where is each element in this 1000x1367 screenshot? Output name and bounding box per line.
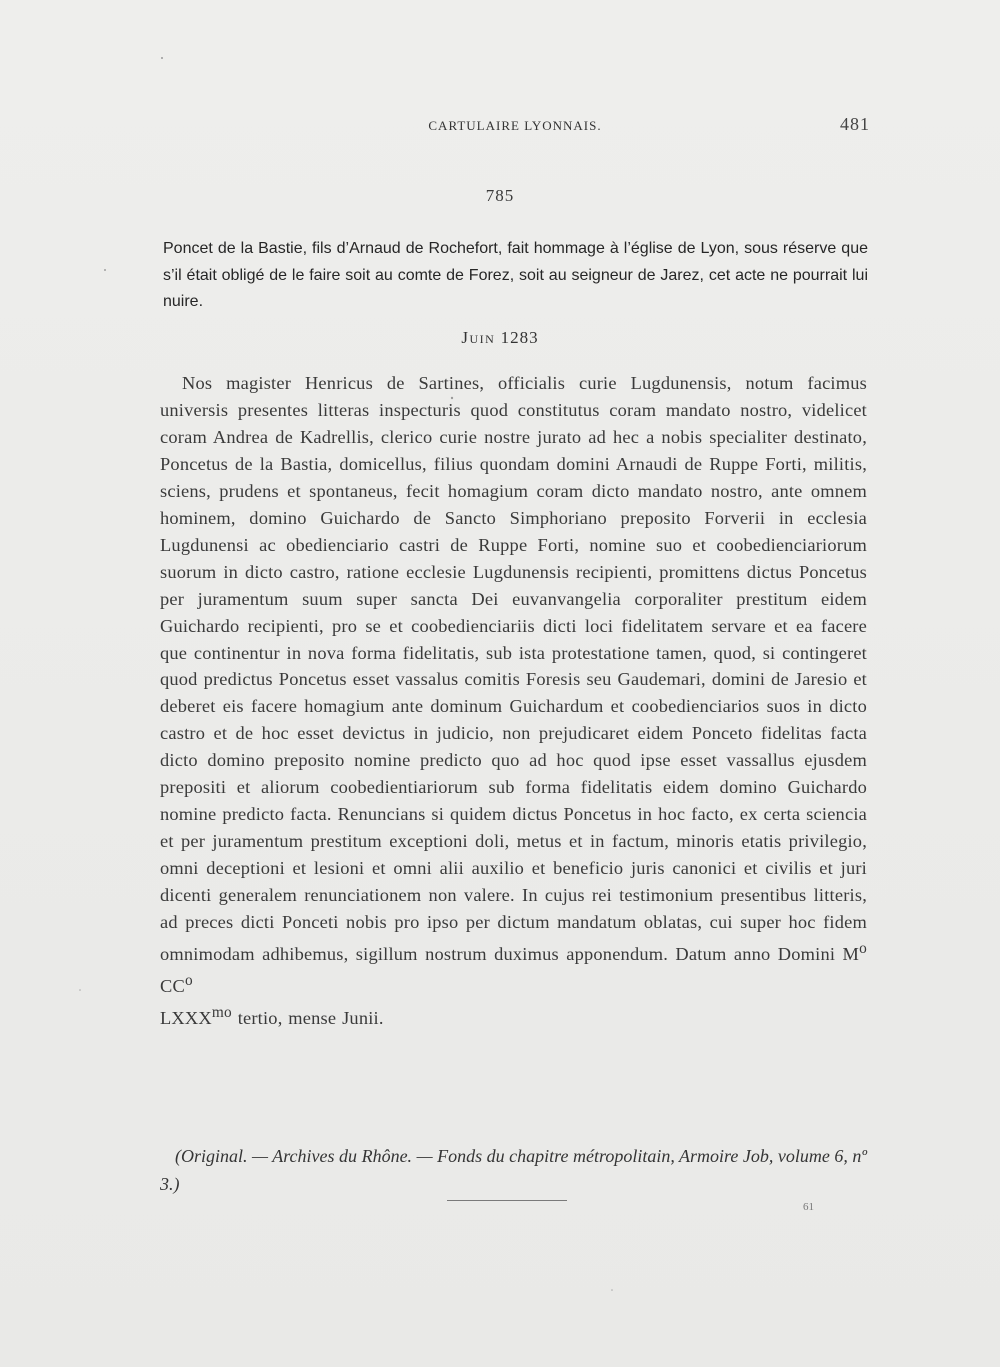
date-cc: CC <box>160 976 185 997</box>
source-note: (Original. — Archives du Rhône. — Fonds du chapitre métropolitain, Armoire Job, volume 6, nº 3.) <box>160 1146 867 1194</box>
charter-body: Nos magister Henricus de Sartines, officialis curie Lugdunensis, notum facimus universis presentes litteras inspecturis quod constitutus coram mandato nostro, videlicet coram Andrea de Kadrellis, clerico curie nostre jurato ad hec a nobis specialiter destinato, Poncetus de la Bastia, domicellus, filius quondam domini Arnaudi de Ruppe Forti, militis, sciens, prudens et spontaneus, fecit homagium coram dicto mandato nostro, ante omnem hominem, domino Guichardo de Sancto Simphoriano preposito Forverii in ecclesia Lugdunensi ac obedienciario castri de Ruppe Forti, nomine suo et coobedienciariorum suorum in dicto castro, ratione ecclesie Lugdunensis recipienti, promittens dictus Poncetus per juramentum suum super sancta Dei euvanvangelia corporaliter prestitum eidem Guichardo recipienti, pro se et coobedienciariis dicti loci fidelitatem servare et ea facere que continentur in nova forma fidelitatis, sub ista protestatione tamen, quod, si contingeret quod predictus Poncetus esset vassalus comitis Foresis seu Gaudemari, domini de Jaresio et deberet eis facere homagium ante dominum Guichardum et coobedienciarios suos in dicto castro et de hoc esset devictus in judicio, non prejudicaret eidem Ponceto fidelitas facta dicto domino preposito nomine predicto quo ad hoc quod ipse esset vassallus ejusdem prepositi et aliorum coobedientiariorum sub forma fidelitatis eidem domino Guichardo nomine predicto facta. Renuncians si quidem dictus Poncetus in hoc facto, ex certa sciencia et per juramentum prestitum exceptioni doli, metus et in factum, minoris etatis privilegio, omni deceptioni et lesioni et omni alii auxilio et beneficio juris canonici et civilis et juri dicenti generalem renunciationem non valere. In cujus rei testimonium presentibus litteris, ad preces dicti Ponceti nobis pro ipso per dictum mandatum oblatas, cui super hoc fidem omnimodam adhibemus, sigillum nostrum duximus apponendum. Datum anno Domini M <box>160 373 867 965</box>
charter-summary: Poncet de la Bastie, fils d’Arnaud de Rochefort, fait hommage à l’église de Lyon, sous réserve que s’il était obligé de le faire soit au comte de Forez, soit au seigneur de Jarez, cet acte ne pourrait lui nuire. <box>163 240 868 310</box>
footer-rule <box>447 1200 567 1201</box>
date-superscript-3: mo <box>211 1004 232 1022</box>
running-title: CARTULAIRE LYONNAIS. <box>428 118 602 133</box>
charter-number: 785 <box>485 186 515 205</box>
running-header <box>160 116 870 140</box>
charter-date-month: Juin <box>461 328 496 347</box>
date-superscript-2: o <box>184 972 193 990</box>
signature-mark: 61 <box>803 1201 814 1213</box>
page-number: 481 <box>840 114 870 134</box>
date-tail: tertio, mense Junii. <box>231 1008 384 1029</box>
charter-date-year: 1283 <box>500 328 539 347</box>
charter-date <box>0 328 1000 348</box>
date-superscript-1: o <box>859 940 867 958</box>
charter-text <box>160 370 867 1032</box>
date-lxxx: LXXX <box>160 1008 212 1029</box>
